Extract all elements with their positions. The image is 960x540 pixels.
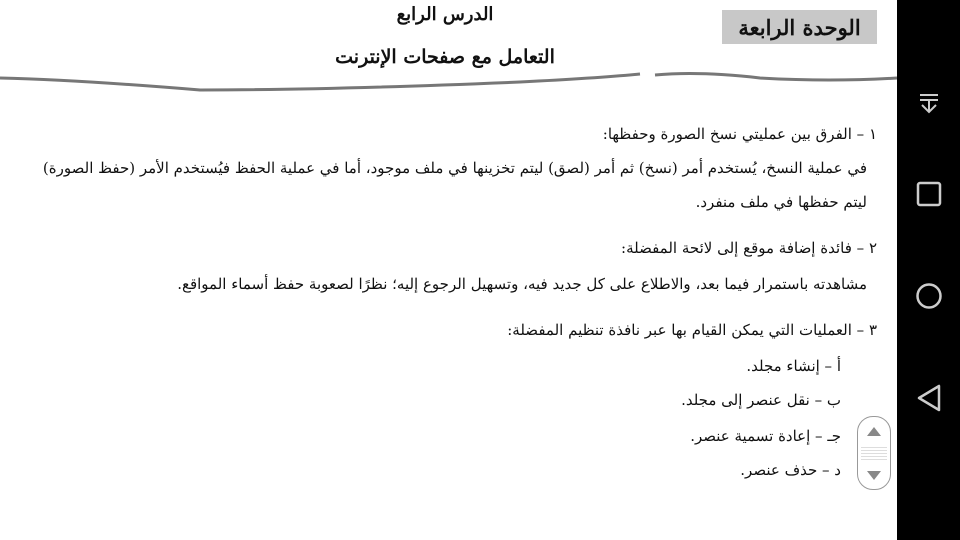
section-2-heading: ٢ – فائدة إضافة موقع إلى لائحة المفضلة: (621, 239, 877, 257)
back-triangle-icon (915, 383, 943, 413)
page-scroller[interactable] (857, 416, 891, 490)
section-1-heading: ١ – الفرق بين عمليتي نسخ الصورة وحفظها: (602, 125, 877, 143)
scroll-grip[interactable] (861, 445, 887, 461)
lesson-title: التعامل مع صفحات الإنترنت (335, 46, 555, 68)
scroll-down-icon[interactable] (866, 469, 882, 481)
section-1-line: في عملية النسخ، يُستخدم أمر (نسخ) ثم أمر (لصق) ليتم تخزينها في ملف موجود، أما في عملية الحفظ فيُستخدم الأمر (حفظ الصورة) (42, 159, 867, 177)
home-button[interactable] (897, 266, 960, 326)
section-3-heading: ٣ – العمليات التي يمكن القيام بها عبر نافذة تنظيم المفضلة: (507, 321, 877, 339)
scroll-up-icon[interactable] (866, 426, 882, 438)
recents-button[interactable] (897, 164, 960, 224)
list-item: أ – إنشاء مجلد. (746, 357, 841, 375)
notification-drawer-button[interactable] (897, 73, 960, 133)
android-navigation-bar (897, 0, 960, 540)
list-item: ب – نقل عنصر إلى مجلد. (681, 391, 841, 409)
lesson-number: الدرس الرابع (396, 4, 494, 25)
list-item: د – حذف عنصر. (740, 461, 841, 479)
header-divider-curve (0, 68, 897, 98)
section-1-line: ليتم حفظها في ملف منفرد. (695, 193, 867, 211)
notification-drawer-icon (917, 91, 941, 115)
home-circle-icon (915, 282, 943, 310)
back-button[interactable] (897, 368, 960, 428)
recents-square-icon (916, 181, 942, 207)
list-item: جـ – إعادة تسمية عنصر. (690, 427, 841, 445)
section-2-line: مشاهدته باستمرار فيما بعد، والاطلاع على كل جديد فيه، وتسهيل الرجوع إليه؛ نظرًا لصعوبة حفظ أسماء المواقع. (177, 275, 867, 293)
unit-title: الوحدة الرابعة (722, 10, 877, 44)
